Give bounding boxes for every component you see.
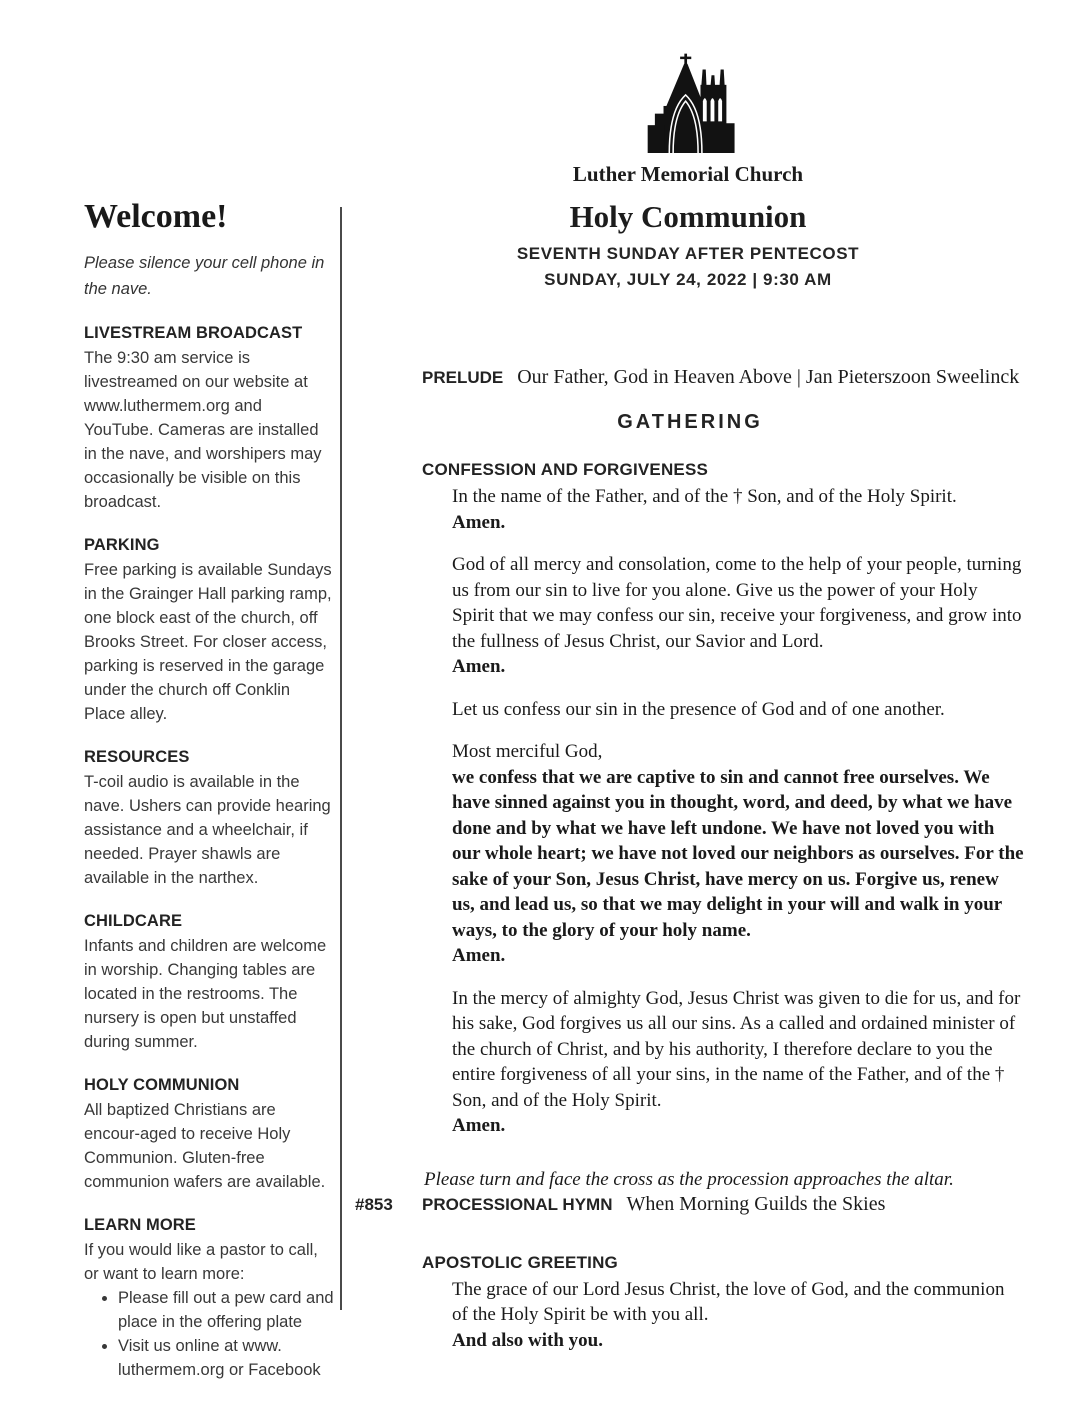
liturgy-column bbox=[340, 366, 1040, 1353]
apostolic-greeting-heading: APOSTOLIC GREETING bbox=[422, 1252, 618, 1272]
sidebar-section-parking bbox=[84, 536, 334, 726]
amen-response: Amen. bbox=[452, 1115, 506, 1136]
church-building-icon bbox=[640, 52, 736, 158]
masthead bbox=[340, 52, 1036, 293]
processional-hymn-row bbox=[340, 1193, 1040, 1219]
amen-response: Amen. bbox=[452, 511, 506, 533]
processional-hymn-title: When Morning Guilds the Skies bbox=[626, 1192, 886, 1215]
sidebar-section-holy-communion bbox=[84, 1076, 334, 1194]
section-body: All baptized Christians are encour-aged to receive Holy Communion. Gluten-free communion wafers are available. bbox=[84, 1101, 326, 1191]
welcome-sidebar bbox=[84, 198, 334, 1382]
confession-prayer: God of all mercy and consolation, come to the help of your people, turning us from our sin to live for you alone. Give us the power of your Holy Spirit that we may confess our sin, receive your forgiveness, and grow into the fullness of Jesus Christ, our Savior and Lord. bbox=[452, 554, 1022, 652]
section-heading: LEARN MORE bbox=[84, 1216, 196, 1234]
sidebar-title: Welcome! bbox=[84, 198, 228, 235]
section-body: If you would like a pastor to call, or want to learn more: bbox=[84, 1241, 318, 1283]
confession-heading: CONFESSION AND FORGIVENESS bbox=[422, 460, 709, 479]
confession-body: we confess that we are captive to sin and cannot free ourselves. We have sinned against you in thought, word, and deed, by what we have done and by what we have left undone. We have not loved you with our whole heart; we have not loved our neighbors as ourselves. For the sake of your Son, Jesus Christ, have mercy on us. Forgive us, renew us, and lead us, so that we may delight in your will and walk in your ways, to the glory of your holy name. bbox=[452, 766, 1024, 941]
apostolic-greeting-text: The grace of our Lord Jesus Christ, the love of God, and the communion of the Holy Spirit be with you all. bbox=[452, 1278, 1005, 1325]
sidebar-section-livestream bbox=[84, 324, 334, 514]
cell-phone-notice: Please silence your cell phone in the nave. bbox=[84, 254, 325, 298]
section-heading: HOLY COMMUNION bbox=[84, 1076, 240, 1094]
invocation-text: In the name of the Father, and of the † Son, and of the Holy Spirit. bbox=[452, 486, 957, 507]
section-heading: LIVESTREAM BROADCAST bbox=[84, 324, 303, 342]
absolution-text: In the mercy of almighty God, Jesus Christ was given to die for us, and for his sake, God forgives us all our sins. As a called and ordained minister of the church of Christ, and by his authority, I therefore declare to you the entire forgiveness of all your sins, in the name of the Father, and of the † Son, and of the Holy Spirit. bbox=[452, 987, 1021, 1111]
processional-hymn-label: PROCESSIONAL HYMN bbox=[422, 1194, 613, 1214]
amen-response: Amen. bbox=[452, 945, 506, 966]
confession-invitation: Let us confess our sin in the presence of God and of one another. bbox=[452, 698, 945, 720]
amen-response: Amen. bbox=[452, 656, 506, 677]
sidebar-section-childcare bbox=[84, 912, 334, 1054]
section-heading: CHILDCARE bbox=[84, 912, 183, 930]
section-heading: RESOURCES bbox=[84, 748, 190, 766]
confession-lead: Most merciful God, bbox=[452, 741, 603, 762]
section-body: Infants and children are welcome in worship. Changing tables are located in the restrooms. The nursery is open but unstaffed during summer. bbox=[84, 937, 327, 1051]
learn-more-bullets bbox=[84, 1286, 334, 1382]
sidebar-section-resources bbox=[84, 748, 334, 890]
section-heading: PARKING bbox=[84, 536, 160, 554]
prelude-line bbox=[422, 366, 1040, 389]
sidebar-section-learn-more bbox=[84, 1216, 334, 1382]
section-body: Free parking is available Sundays in the Grainger Hall parking ramp, one block east of the church, off Brooks Street. For closer access, parking is reserved in the garage under the church off Conklin Place alley. bbox=[84, 561, 332, 723]
service-title: Holy Communion bbox=[569, 199, 807, 234]
service-subtitle: SEVENTH SUNDAY AFTER PENTECOST bbox=[516, 244, 860, 263]
bullet-item: • Please fill out a pew card and place in the offering plate bbox=[118, 1286, 334, 1334]
prelude-label: PRELUDE bbox=[422, 368, 504, 387]
prelude-title: Our Father, God in Heaven Above | Jan Pieterszoon Sweelinck bbox=[517, 366, 1020, 388]
gathering-heading: GATHERING bbox=[617, 411, 763, 433]
bullet-item: • Visit us online at www. luthermem.org or Facebook bbox=[118, 1334, 334, 1382]
section-body: T-coil audio is available in the nave. Ushers can provide hearing assistance and a wheelchair, if needed. Prayer shawls are available in the narthex. bbox=[84, 773, 331, 887]
church-name: Luther Memorial Church bbox=[572, 162, 804, 186]
hymn-number: #853 bbox=[355, 1194, 393, 1214]
greeting-response: And also with you. bbox=[452, 1329, 603, 1351]
service-datetime: SUNDAY, JULY 24, 2022 | 9:30 AM bbox=[544, 270, 832, 289]
section-body: The 9:30 am service is livestreamed on our website at www.luthermem.org and YouTube. Cameras are installed in the nave, and worshipers may occasionally be visible on this broadcast. bbox=[84, 349, 322, 511]
procession-rubric: Please turn and face the cross as the procession approaches the altar. bbox=[424, 1168, 954, 1190]
